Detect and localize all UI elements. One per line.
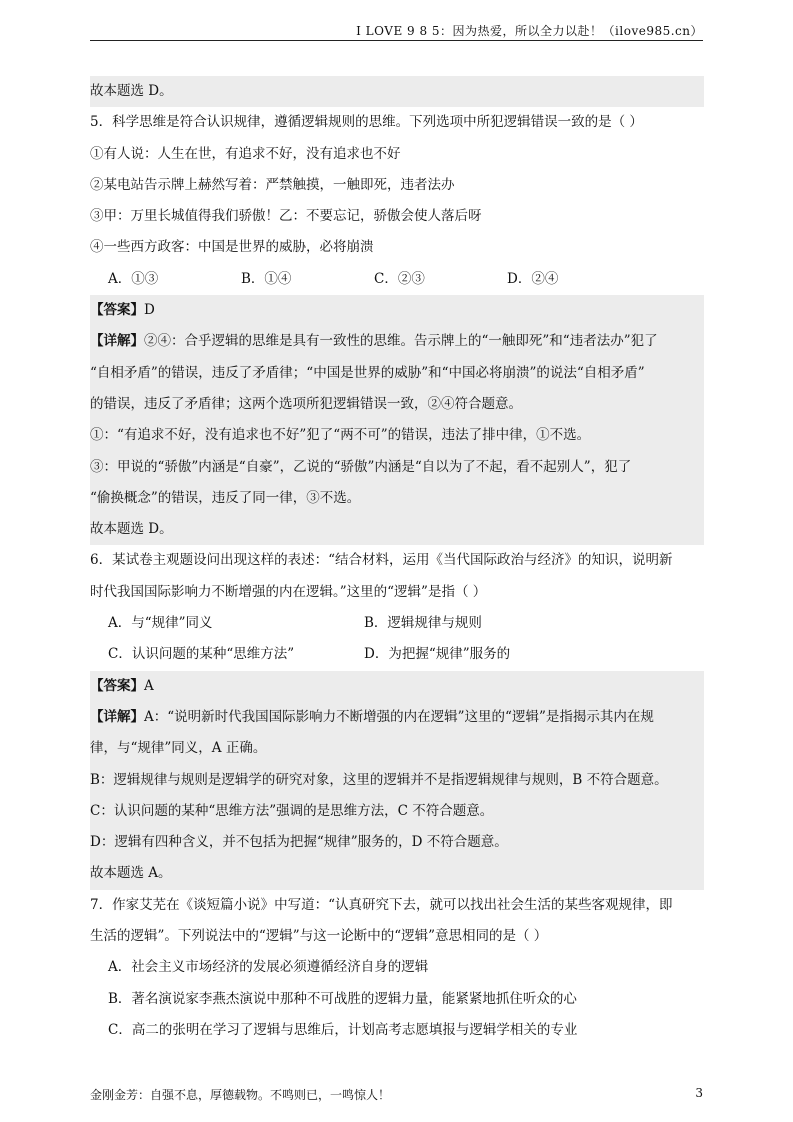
text-line [90, 827, 704, 858]
text-line [90, 326, 704, 357]
line-text: 生活的逻辑”。下列说法中的“逻辑”与这一论断中的“逻辑”意思相同的是（ ） [90, 928, 548, 945]
text-line [90, 702, 704, 733]
line-text: B：逻辑规律与规则是逻辑学的研究对象，这里的逻辑并不是指逻辑规律与规则，B 不符合题意。 [90, 771, 668, 788]
header-text: I LOVE 9 8 5：因为热爱，所以全力以赴！（ilove985.cn） [356, 24, 703, 38]
line-text: C．高二的张明在学习了逻辑与思维后，计划高考志愿填报与逻辑学相关的专业 [108, 1021, 578, 1038]
text-line [90, 796, 704, 827]
text-line [90, 264, 704, 295]
text-line [90, 671, 704, 702]
line-text: D：逻辑有四种含义，并不包括为把握“规律”服务的，D 不符合题意。 [90, 834, 508, 851]
text-line [90, 139, 704, 170]
line-text: “偷换概念”的错误，违反了同一律，③不选。 [90, 489, 361, 506]
line-text: ②某电站告示牌上赫然写着：严禁触摸，一触即死，违者法办 [90, 176, 455, 193]
text-line [90, 1015, 704, 1046]
line-text: ④一些西方政客：中国是世界的威胁，必将崩溃 [90, 239, 374, 256]
text-line [90, 984, 704, 1015]
section-label: 【答案】 [90, 677, 144, 694]
line-text: ①：“有追求不好，没有追求也不好”犯了“两不可”的错误，违法了排中律，①不选。 [90, 427, 591, 444]
answer-option: B．①④ [241, 270, 292, 287]
text-line [90, 76, 704, 107]
text-line [90, 358, 704, 389]
text-line [90, 483, 704, 514]
line-text: 时代我国国际影响力不断增强的内在逻辑。”这里的“逻辑”是指（ ） [90, 583, 487, 600]
line-text: ③：甲说的“骄傲”内涵是“自豪”，乙说的“骄傲”内涵是“自以为了不起，看不起别人”，犯了 [90, 458, 632, 475]
text-line [90, 170, 704, 201]
text-line [90, 232, 704, 263]
page-footer [90, 1086, 703, 1103]
text-line [90, 420, 704, 451]
line-text: 7．作家艾芜在《谈短篇小说》中写道：“认真研究下去，就可以找出社会生活的某些客观规律，即 [90, 896, 673, 913]
text-line [90, 389, 704, 420]
line-text: D [144, 302, 155, 319]
answer-option: C．②③ [374, 270, 425, 287]
footer-motto: 金刚金芳：自强不息，厚德载物。不鸣则已，一鸣惊人！ [90, 1088, 391, 1102]
line-text: ①有人说：人生在世，有追求不好，没有追求也不好 [90, 145, 401, 162]
line-text: ②④：合乎逻辑的思维是具有一致性的思维。告示牌上的“一触即死”和“违者法办”犯了 [144, 333, 658, 350]
text-line [90, 639, 704, 670]
line-text: 的错误，违反了矛盾律；这两个选项所犯逻辑错误一致，②④符合题意。 [90, 395, 522, 412]
line-text: “自相矛盾”的错误，违反了矛盾律；“中国是世界的威胁”和“中国必将崩溃”的说法“自相矛盾” [90, 364, 645, 381]
line-text: 律，与“规律”同义，A 正确。 [90, 740, 267, 757]
text-line [90, 452, 704, 483]
text-line [90, 295, 704, 326]
section-label: 【答案】 [90, 302, 144, 319]
answer-option: D．②④ [507, 270, 559, 287]
page-header [90, 18, 703, 41]
answer-option: A．与“规律”同义 [108, 615, 213, 632]
text-line [90, 890, 704, 921]
text-line [90, 921, 704, 952]
text-line [90, 952, 704, 983]
line-text: 故本题选 A。 [90, 865, 172, 882]
answer-option: D．为把握“规律”服务的 [364, 646, 511, 663]
section-label: 【详解】 [90, 708, 144, 725]
text-line [90, 577, 704, 608]
answer-option: A．①③ [108, 270, 159, 287]
line-text: A [144, 677, 154, 694]
section-label: 【详解】 [90, 333, 144, 350]
text-line [90, 858, 704, 889]
line-text: 故本题选 D。 [90, 521, 173, 538]
line-text: ③甲：万里长城值得我们骄傲！乙：不要忘记，骄傲会使人落后呀 [90, 208, 482, 225]
answer-option: B．逻辑规律与规则 [364, 615, 482, 632]
page-number: 3 [695, 1086, 703, 1100]
line-text: A：“说明新时代我国国际影响力不断增强的内在逻辑”这里的“逻辑”是指揭示其内在规 [144, 708, 654, 725]
line-text: 5．科学思维是符合认识规律，遵循逻辑规则的思维。下列选项中所犯逻辑错误一致的是（ ） [90, 114, 643, 131]
text-line [90, 514, 704, 545]
text-line [90, 107, 704, 138]
line-text: B．著名演说家李燕杰演说中那种不可战胜的逻辑力量，能紧紧地抓住听众的心 [108, 990, 577, 1007]
line-text: A．社会主义市场经济的发展必须遵循经济自身的逻辑 [108, 959, 429, 976]
line-text: 故本题选 D。 [90, 83, 173, 99]
document-body [90, 76, 704, 1046]
answer-option: C．认识问题的某种“思维方法” [108, 646, 295, 663]
text-line [90, 733, 704, 764]
text-line [90, 201, 704, 232]
text-line [90, 608, 704, 639]
line-text: C：认识问题的某种“思维方法”强调的是思维方法，C 不符合题意。 [90, 802, 494, 819]
text-line [90, 765, 704, 796]
line-text: 6．某试卷主观题设问出现这样的表述：“结合材料，运用《当代国际政治与经济》的知识，说明新 [90, 552, 673, 569]
text-line [90, 545, 704, 576]
